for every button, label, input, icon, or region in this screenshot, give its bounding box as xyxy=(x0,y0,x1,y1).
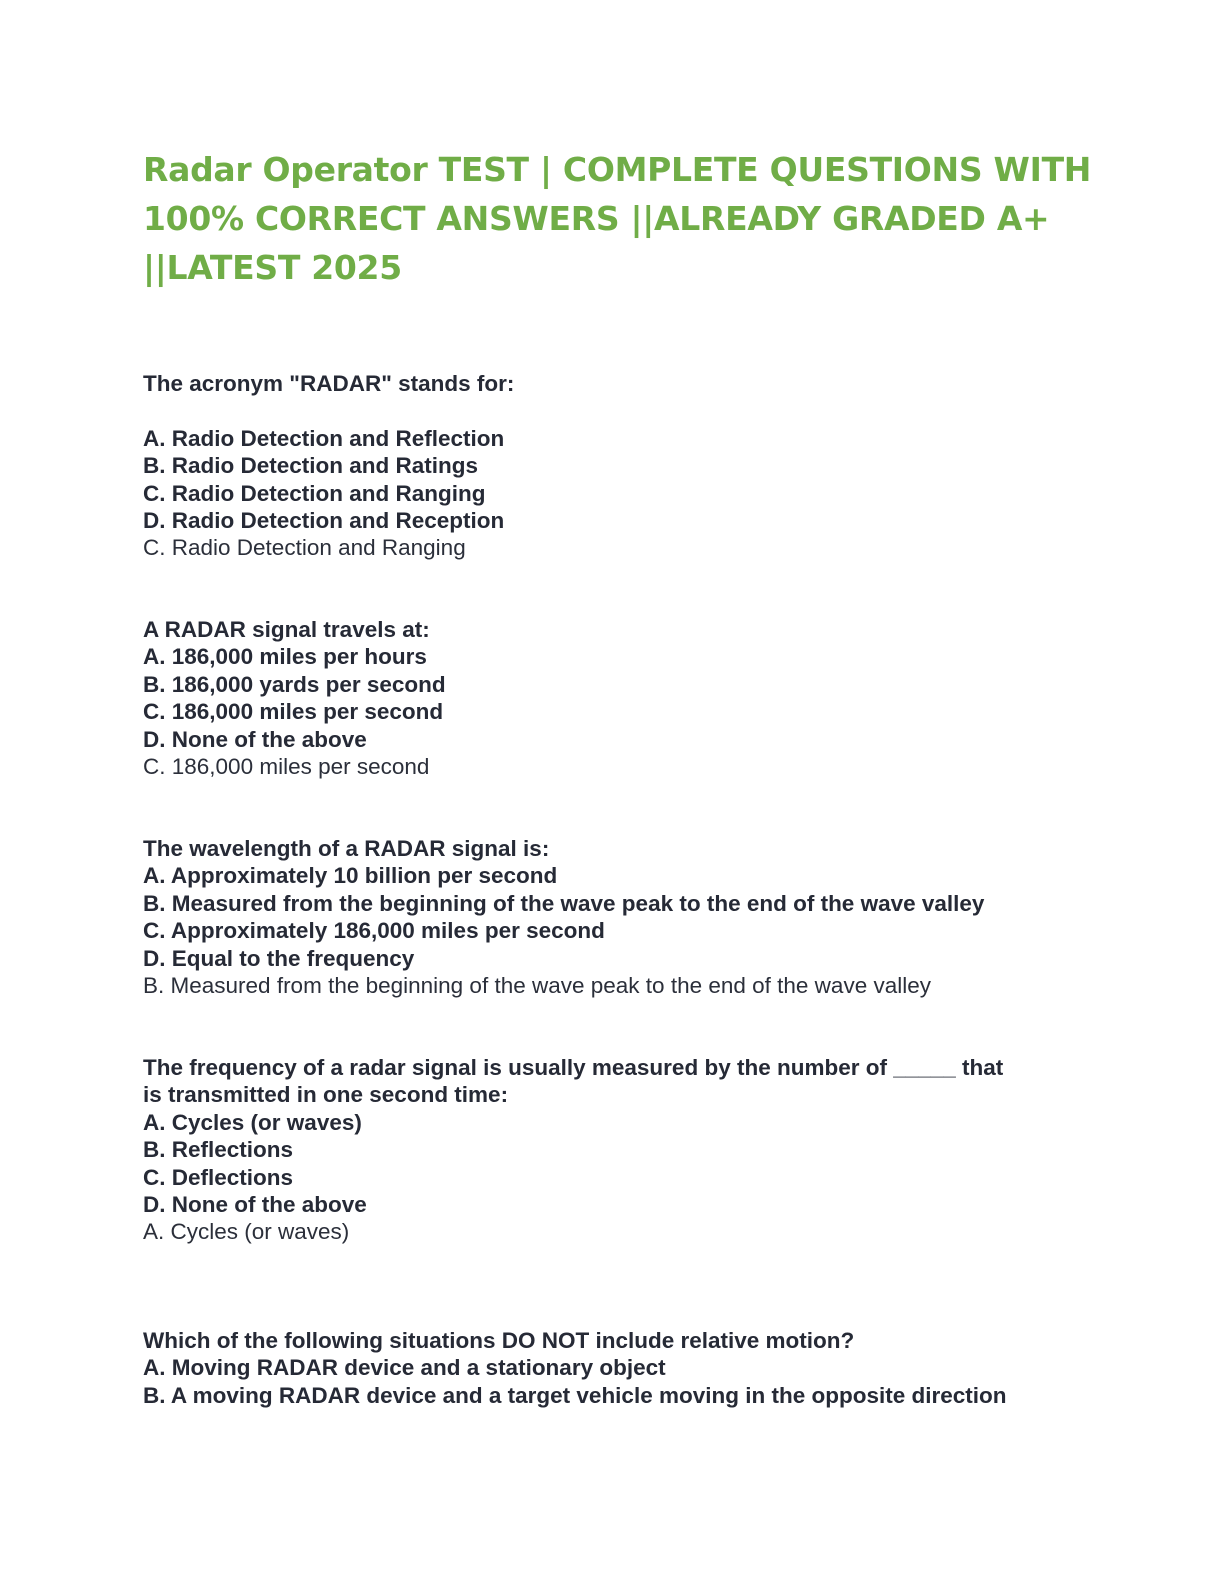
title-line: 100% CORRECT ANSWERS ||ALREADY GRADED A+ xyxy=(143,199,1050,238)
question-text: The frequency of a radar signal is usually measured by the number of _____ that xyxy=(143,1055,1004,1080)
question-text: A RADAR signal travels at: xyxy=(143,617,430,642)
option-b: B. Measured from the beginning of the wave peak to the end of the wave valley xyxy=(143,890,985,916)
option-c: C. Radio Detection and Ranging xyxy=(143,480,486,506)
option-a: A. 186,000 miles per hours xyxy=(143,644,427,670)
question-text: is transmitted in one second time: xyxy=(143,1082,509,1108)
question-block-5 xyxy=(143,1327,1103,1409)
question-text: Which of the following situations DO NOT include relative motion? xyxy=(143,1328,855,1353)
option-c: C. 186,000 miles per second xyxy=(143,699,444,725)
option-d: D. None of the above xyxy=(143,1192,367,1218)
correct-answer: C. 186,000 miles per second xyxy=(143,754,430,780)
correct-answer: A. Cycles (or waves) xyxy=(143,1219,350,1245)
question-text: The wavelength of a RADAR signal is: xyxy=(143,836,550,861)
option-a: A. Cycles (or waves) xyxy=(143,1109,362,1135)
question-block-3 xyxy=(143,835,1103,999)
option-a: A. Moving RADAR device and a stationary object xyxy=(143,1355,666,1381)
correct-answer: C. Radio Detection and Ranging xyxy=(143,535,466,561)
option-d: D. Equal to the frequency xyxy=(143,945,415,971)
question-block-4 xyxy=(143,1054,1103,1246)
option-c: C. Deflections xyxy=(143,1164,294,1190)
option-c: C. Approximately 186,000 miles per second xyxy=(143,918,605,944)
option-b: B. 186,000 yards per second xyxy=(143,671,446,697)
option-a: A. Approximately 10 billion per second xyxy=(143,863,558,889)
option-d: D. None of the above xyxy=(143,726,367,752)
document-title xyxy=(143,145,1103,292)
option-d: D. Radio Detection and Reception xyxy=(143,508,505,534)
question-block-1 xyxy=(143,370,1103,562)
option-b: B. A moving RADAR device and a target vehicle moving in the opposite direction xyxy=(143,1382,1007,1408)
question-block-2 xyxy=(143,616,1103,780)
correct-answer: B. Measured from the beginning of the wave peak to the end of the wave valley xyxy=(143,973,931,999)
option-a: A. Radio Detection and Reflection xyxy=(143,425,505,451)
question-text: The acronym "RADAR" stands for: xyxy=(143,371,515,396)
title-line: Radar Operator TEST | COMPLETE QUESTIONS WITH xyxy=(143,150,1092,189)
option-b: B. Reflections xyxy=(143,1137,294,1163)
title-line: ||LATEST 2025 xyxy=(143,248,402,287)
option-b: B. Radio Detection and Ratings xyxy=(143,453,479,479)
